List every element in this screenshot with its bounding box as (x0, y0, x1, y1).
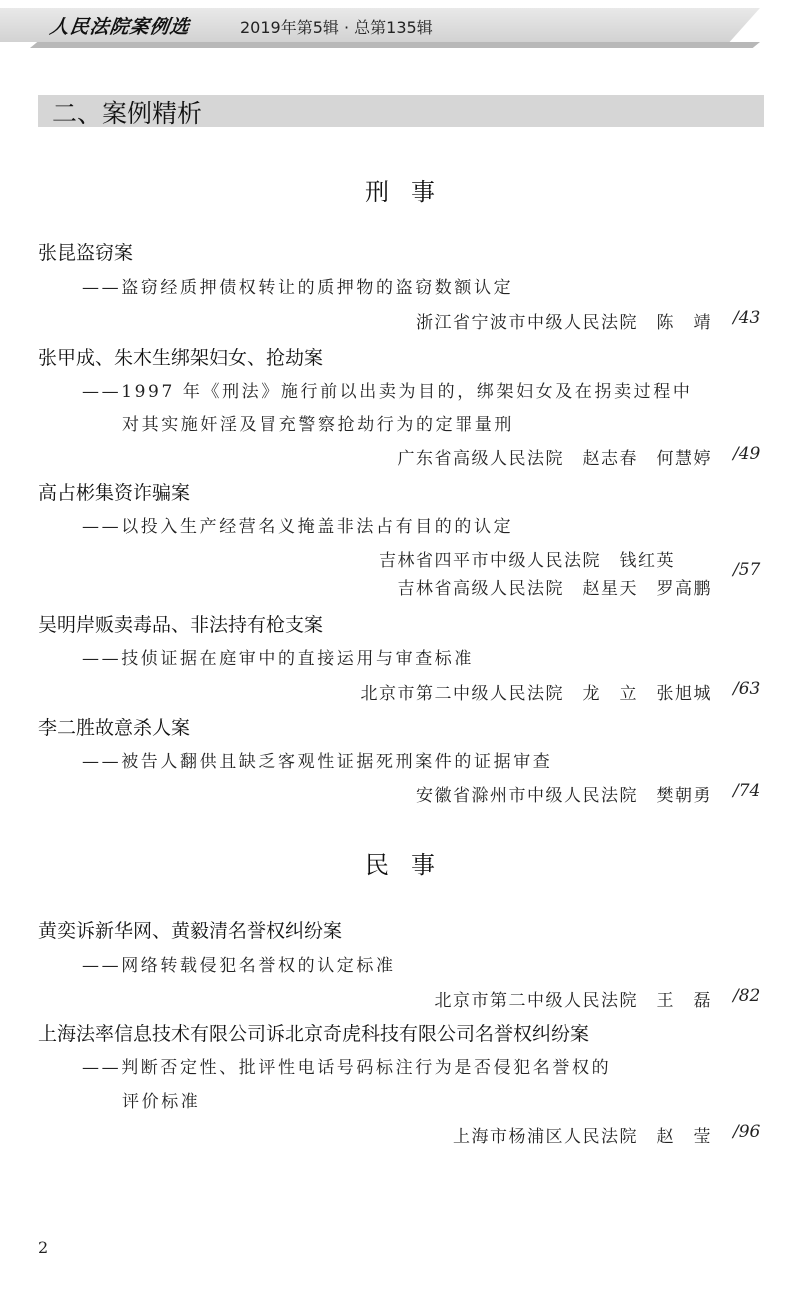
case-author: 吉林省四平市中级人民法院 钱红英 (379, 551, 712, 571)
category-civil-label: 民事 (365, 851, 457, 879)
case-subtitle: ——1997 年《刑法》施行前以出卖为目的，绑架妇女及在拐卖过程中 (82, 382, 693, 402)
case-author: 吉林省高级人民法院 赵星天 罗高鹏 (397, 579, 712, 599)
case-subtitle: ——技侦证据在庭审中的直接运用与审查标准 (82, 649, 474, 669)
case-author: 浙江省宁波市中级人民法院 陈 靖 (416, 313, 712, 333)
case-author: 广东省高级人民法院 赵志春 何慧婷 (397, 449, 712, 469)
case-title[interactable]: 吴明岸贩卖毒品、非法持有枪支案 (38, 614, 324, 636)
case-subtitle-continued: 评价标准 (122, 1092, 201, 1112)
case-title[interactable]: 李二胜故意杀人案 (38, 717, 191, 739)
case-subtitle: ——被告人翻供且缺乏客观性证据死刑案件的证据审查 (82, 752, 553, 772)
case-subtitle: ——网络转载侵犯名誉权的认定标准 (82, 956, 396, 976)
section-heading-text: 二、案例精析 (52, 99, 203, 128)
category-criminal (0, 172, 800, 207)
case-author: 北京市第二中级人民法院 龙 立 张旭城 (360, 684, 712, 704)
category-civil (0, 845, 800, 880)
journal-name: 人民法院案例选 (48, 16, 192, 38)
case-page[interactable]: /43 (733, 308, 761, 328)
case-subtitle: ——盗窃经质押债权转让的质押物的盗窃数额认定 (82, 278, 514, 298)
page-number: 2 (38, 1238, 49, 1257)
case-title[interactable]: 张甲成、朱木生绑架妇女、抢劫案 (38, 347, 324, 369)
case-subtitle: ——判断否定性、批评性电话号码标注行为是否侵犯名誉权的 (82, 1058, 612, 1078)
header-stripe (30, 42, 760, 48)
case-author: 安徽省滁州市中级人民法院 樊朝勇 (416, 786, 712, 806)
case-page[interactable]: /96 (733, 1122, 761, 1142)
case-title[interactable]: 黄奕诉新华网、黄毅清名誉权纠纷案 (38, 920, 343, 942)
case-page[interactable]: /49 (733, 444, 761, 464)
case-subtitle: ——以投入生产经营名义掩盖非法占有目的的认定 (82, 517, 514, 537)
case-author: 上海市杨浦区人民法院 赵 莹 (453, 1127, 712, 1147)
case-title[interactable]: 张昆盗窃案 (38, 242, 134, 264)
case-title[interactable]: 高占彬集资诈骗案 (38, 482, 191, 504)
case-page[interactable]: /74 (733, 781, 761, 801)
issue-info: 2019年第5辑 · 总第135辑 (240, 18, 433, 37)
case-page[interactable]: /63 (733, 679, 761, 699)
case-subtitle-continued: 对其实施奸淫及冒充警察抢劫行为的定罪量刑 (122, 415, 514, 435)
case-author: 北京市第二中级人民法院 王 磊 (434, 991, 712, 1011)
section-heading (38, 95, 764, 127)
case-title[interactable]: 上海法率信息技术有限公司诉北京奇虎科技有限公司名誉权纠纷案 (38, 1023, 590, 1045)
case-page[interactable]: /82 (733, 986, 761, 1006)
category-criminal-label: 刑事 (365, 178, 457, 206)
case-page[interactable]: /57 (733, 560, 761, 580)
page-header (0, 0, 800, 60)
